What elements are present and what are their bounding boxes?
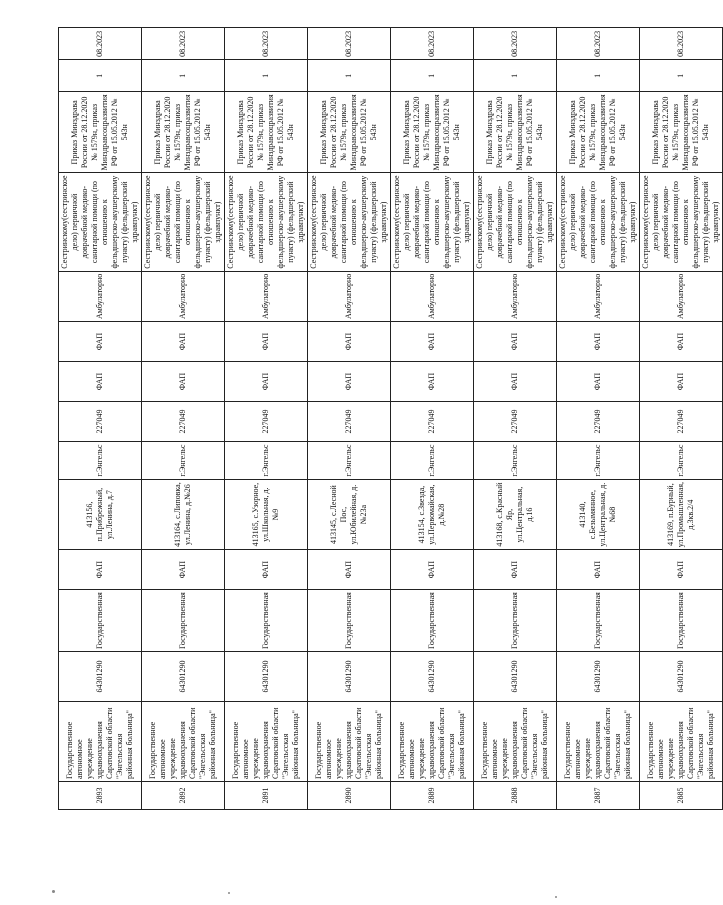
col-date: 08.2023 [640, 28, 723, 60]
col-abbr1: ФАП [474, 362, 557, 402]
col-care: Амбулаторно [640, 271, 723, 321]
clinic-record-row [640, 28, 723, 810]
col-profile: Сестринскому(сестринское дело) первичной доврачебной медико-санитарной помощи (по отношению к фельдшерско-акушерскому пункту) (фельдшерский здравпункт) [640, 173, 723, 271]
col-abbr2: ФАП [59, 322, 142, 362]
col-abbr2: ФАП [142, 322, 225, 362]
col-abbr2: ФАП [474, 322, 557, 362]
col-code: 2889 [391, 782, 474, 810]
col-org: Государственное автономное учреждение здравоохранения Саратовской области "Энгельсская районная больница" [391, 702, 474, 782]
col-profile: Сестринскому(сестринское дело) первичной доврачебной медико-санитарной помощи (по отношению к фельдшерско-акушерскому пункту) (фельдшерский здравпункт) [142, 173, 225, 271]
col-org: Государственное автономное учреждение здравоохранения Саратовской области "Энгельсская районная больница" [474, 702, 557, 782]
col-okato: 64301290 [142, 652, 225, 702]
col-count: 1 [640, 60, 723, 92]
col-address: 413140, с.Безымянное, ул.Центральная, д.№68 [557, 480, 640, 550]
col-org: Государственное автономное учреждение здравоохранения Саратовской области "Энгельсская районная больница" [640, 702, 723, 782]
col-care: Амбулаторно [308, 271, 391, 321]
col-code: 2888 [474, 782, 557, 810]
col-type: ФАП [225, 550, 308, 590]
col-order: Приказ Минздрава России от 28.12.2020 № 1579н, приказ Минздравсоцразвития РФ от 15.05.2012 № 543н [142, 92, 225, 173]
col-okato: 64301290 [557, 652, 640, 702]
col-profile: Сестринскому(сестринское дело) первичной доврачебной медико-санитарной помощи (по отношению к фельдшерско-акушерскому пункту) (фельдшерский здравпункт) [557, 173, 640, 271]
col-care: Амбулаторно [142, 271, 225, 321]
col-form: Государственная [308, 590, 391, 652]
col-city: г.Энгельс [225, 442, 308, 480]
col-abbr1: ФАП [308, 362, 391, 402]
col-type: ФАП [640, 550, 723, 590]
col-count: 1 [59, 60, 142, 92]
clinic-record-row [391, 28, 474, 810]
col-abbr2: ФАП [391, 322, 474, 362]
clinic-record-row [308, 28, 391, 810]
scan-speck [52, 890, 55, 893]
col-abbr1: ФАП [640, 362, 723, 402]
col-profile: Сестринскому(сестринское дело) первичной доврачебной медико-санитарной помощи (по отношению к фельдшерско-акушерскому пункту) (фельдшерский здравпункт) [391, 173, 474, 271]
col-city: г.Энгельс [59, 442, 142, 480]
col-city: г.Энгельс [308, 442, 391, 480]
col-date: 08.2023 [391, 28, 474, 60]
col-profile: Сестринскому(сестринское дело) первичной доврачебной медико-санитарной помощи (по отношению к фельдшерско-акушерскому пункту) (фельдшерский здравпункт) [474, 173, 557, 271]
col-type: ФАП [474, 550, 557, 590]
col-count: 1 [557, 60, 640, 92]
col-profile: Сестринскому(сестринское дело) первичной доврачебной медико-санитарной помощи (по отношению к фельдшерско-акушерскому пункту) (фельдшерский здравпункт) [59, 173, 142, 271]
col-date: 08.2023 [225, 28, 308, 60]
col-type: ФАП [59, 550, 142, 590]
col-order: Приказ Минздрава России от 28.12.2020 № 1579н, приказ Минздравсоцразвития РФ от 15.05.2012 № 543н [391, 92, 474, 173]
col-type: ФАП [391, 550, 474, 590]
col-count: 1 [225, 60, 308, 92]
col-oktmo: 227049 [557, 402, 640, 442]
col-city: г.Энгельс [391, 442, 474, 480]
col-abbr1: ФАП [142, 362, 225, 402]
col-count: 1 [391, 60, 474, 92]
col-profile: Сестринскому(сестринское дело) первичной доврачебной медико-санитарной помощи (по отношению к фельдшерско-акушерскому пункту) (фельдшерский здравпункт) [308, 173, 391, 271]
col-oktmo: 227049 [474, 402, 557, 442]
col-code: 2890 [308, 782, 391, 810]
col-okato: 64301290 [474, 652, 557, 702]
col-abbr1: ФАП [391, 362, 474, 402]
col-form: Государственная [391, 590, 474, 652]
col-address: 413156, п.Прибрежный, ул.Ленина, д.7 [59, 480, 142, 550]
col-order: Приказ Минздрава России от 28.12.2020 № 1579н, приказ Минздравсоцразвития РФ от 15.05.2012 № 543н [59, 92, 142, 173]
col-address: 413165, с.Узорное, ул.Школьная, д.№9 [225, 480, 308, 550]
col-org: Государственное автономное учреждение здравоохранения Саратовской области "Энгельсская районная больница" [142, 702, 225, 782]
scan-speck [555, 896, 557, 898]
col-okato: 64301290 [225, 652, 308, 702]
col-org: Государственное автономное учреждение здравоохранения Саратовской области "Энгельсская районная больница" [225, 702, 308, 782]
col-form: Государственная [225, 590, 308, 652]
col-care: Амбулаторно [474, 271, 557, 321]
col-abbr2: ФАП [640, 322, 723, 362]
col-okato: 64301290 [59, 652, 142, 702]
col-oktmo: 227049 [391, 402, 474, 442]
clinic-record-row [225, 28, 308, 810]
col-date: 08.2023 [308, 28, 391, 60]
col-city: г.Энгельс [557, 442, 640, 480]
col-okato: 64301290 [308, 652, 391, 702]
col-abbr1: ФАП [59, 362, 142, 402]
col-care: Амбулаторно [557, 271, 640, 321]
col-oktmo: 227049 [59, 402, 142, 442]
col-code: 2891 [225, 782, 308, 810]
col-form: Государственная [59, 590, 142, 652]
col-form: Государственная [474, 590, 557, 652]
col-code: 2887 [557, 782, 640, 810]
col-code: 2885 [640, 782, 723, 810]
col-city: г.Энгельс [142, 442, 225, 480]
col-care: Амбулаторно [225, 271, 308, 321]
col-form: Государственная [142, 590, 225, 652]
col-code: 2893 [59, 782, 142, 810]
col-order: Приказ Минздрава России от 28.12.2020 № 1579н, приказ Минздравсоцразвития РФ от 15.05.2012 № 543н [225, 92, 308, 173]
col-city: г.Энгельс [474, 442, 557, 480]
col-abbr2: ФАП [557, 322, 640, 362]
col-address: 413145, с.Лесной Пос, ул.Юбилейная, д.№23а [308, 480, 391, 550]
clinic-record-row [557, 28, 640, 810]
clinic-record-row [142, 28, 225, 810]
col-date: 08.2023 [474, 28, 557, 60]
col-org: Государственное автономное учреждение здравоохранения Саратовской области "Энгельсская районная больница" [59, 702, 142, 782]
col-address: 413154, с.Звезда, ул.Первомайская, д.№28 [391, 480, 474, 550]
col-count: 1 [142, 60, 225, 92]
col-order: Приказ Минздрава России от 28.12.2020 № 1579н, приказ Минздравсоцразвития РФ от 15.05.2012 № 543н [308, 92, 391, 173]
col-address: 413169, п.Бурный, ул.Промышленная, д.3кв.2/4 [640, 480, 723, 550]
col-date: 08.2023 [142, 28, 225, 60]
col-okato: 64301290 [391, 652, 474, 702]
col-date: 08.2023 [59, 28, 142, 60]
col-type: ФАП [557, 550, 640, 590]
col-oktmo: 227049 [225, 402, 308, 442]
col-org: Государственное автономное учреждение здравоохранения Саратовской области "Энгельсская районная больница" [557, 702, 640, 782]
col-okato: 64301290 [640, 652, 723, 702]
col-city: г.Энгельс [640, 442, 723, 480]
col-abbr1: ФАП [557, 362, 640, 402]
col-type: ФАП [142, 550, 225, 590]
col-date: 08.2023 [557, 28, 640, 60]
col-org: Государственное автономное учреждение здравоохранения Саратовской области "Энгельсская районная больница" [308, 702, 391, 782]
col-abbr2: ФАП [225, 322, 308, 362]
col-oktmo: 227049 [308, 402, 391, 442]
col-order: Приказ Минздрава России от 28.12.2020 № 1579н, приказ Минздравсоцразвития РФ от 15.05.2012 № 543н [557, 92, 640, 173]
col-care: Амбулаторно [391, 271, 474, 321]
col-order: Приказ Минздрава России от 28.12.2020 № 1579н, приказ Минздравсоцразвития РФ от 15.05.2012 № 543н [640, 92, 723, 173]
col-abbr2: ФАП [308, 322, 391, 362]
col-order: Приказ Минздрава России от 28.12.2020 № 1579н, приказ Минздравсоцразвития РФ от 15.05.2012 № 543н [474, 92, 557, 173]
col-profile: Сестринскому(сестринское дело) первичной доврачебной медико-санитарной помощи (по отношению к фельдшерско-акушерскому пункту) (фельдшерский здравпункт) [225, 173, 308, 271]
clinic-record-row [474, 28, 557, 810]
col-code: 2892 [142, 782, 225, 810]
col-abbr1: ФАП [225, 362, 308, 402]
clinic-register-table [58, 27, 723, 810]
col-oktmo: 227049 [640, 402, 723, 442]
col-count: 1 [308, 60, 391, 92]
col-count: 1 [474, 60, 557, 92]
col-form: Государственная [557, 590, 640, 652]
col-oktmo: 227049 [142, 402, 225, 442]
col-care: Амбулаторно [59, 271, 142, 321]
col-type: ФАП [308, 550, 391, 590]
scan-speck [228, 892, 230, 894]
clinic-record-row [59, 28, 142, 810]
col-address: 413164, с.Липовка, ул.Ленина, д.№26 [142, 480, 225, 550]
col-address: 413168, с.Красный Яр, ул.Центральная, д.16 [474, 480, 557, 550]
col-form: Государственная [640, 590, 723, 652]
